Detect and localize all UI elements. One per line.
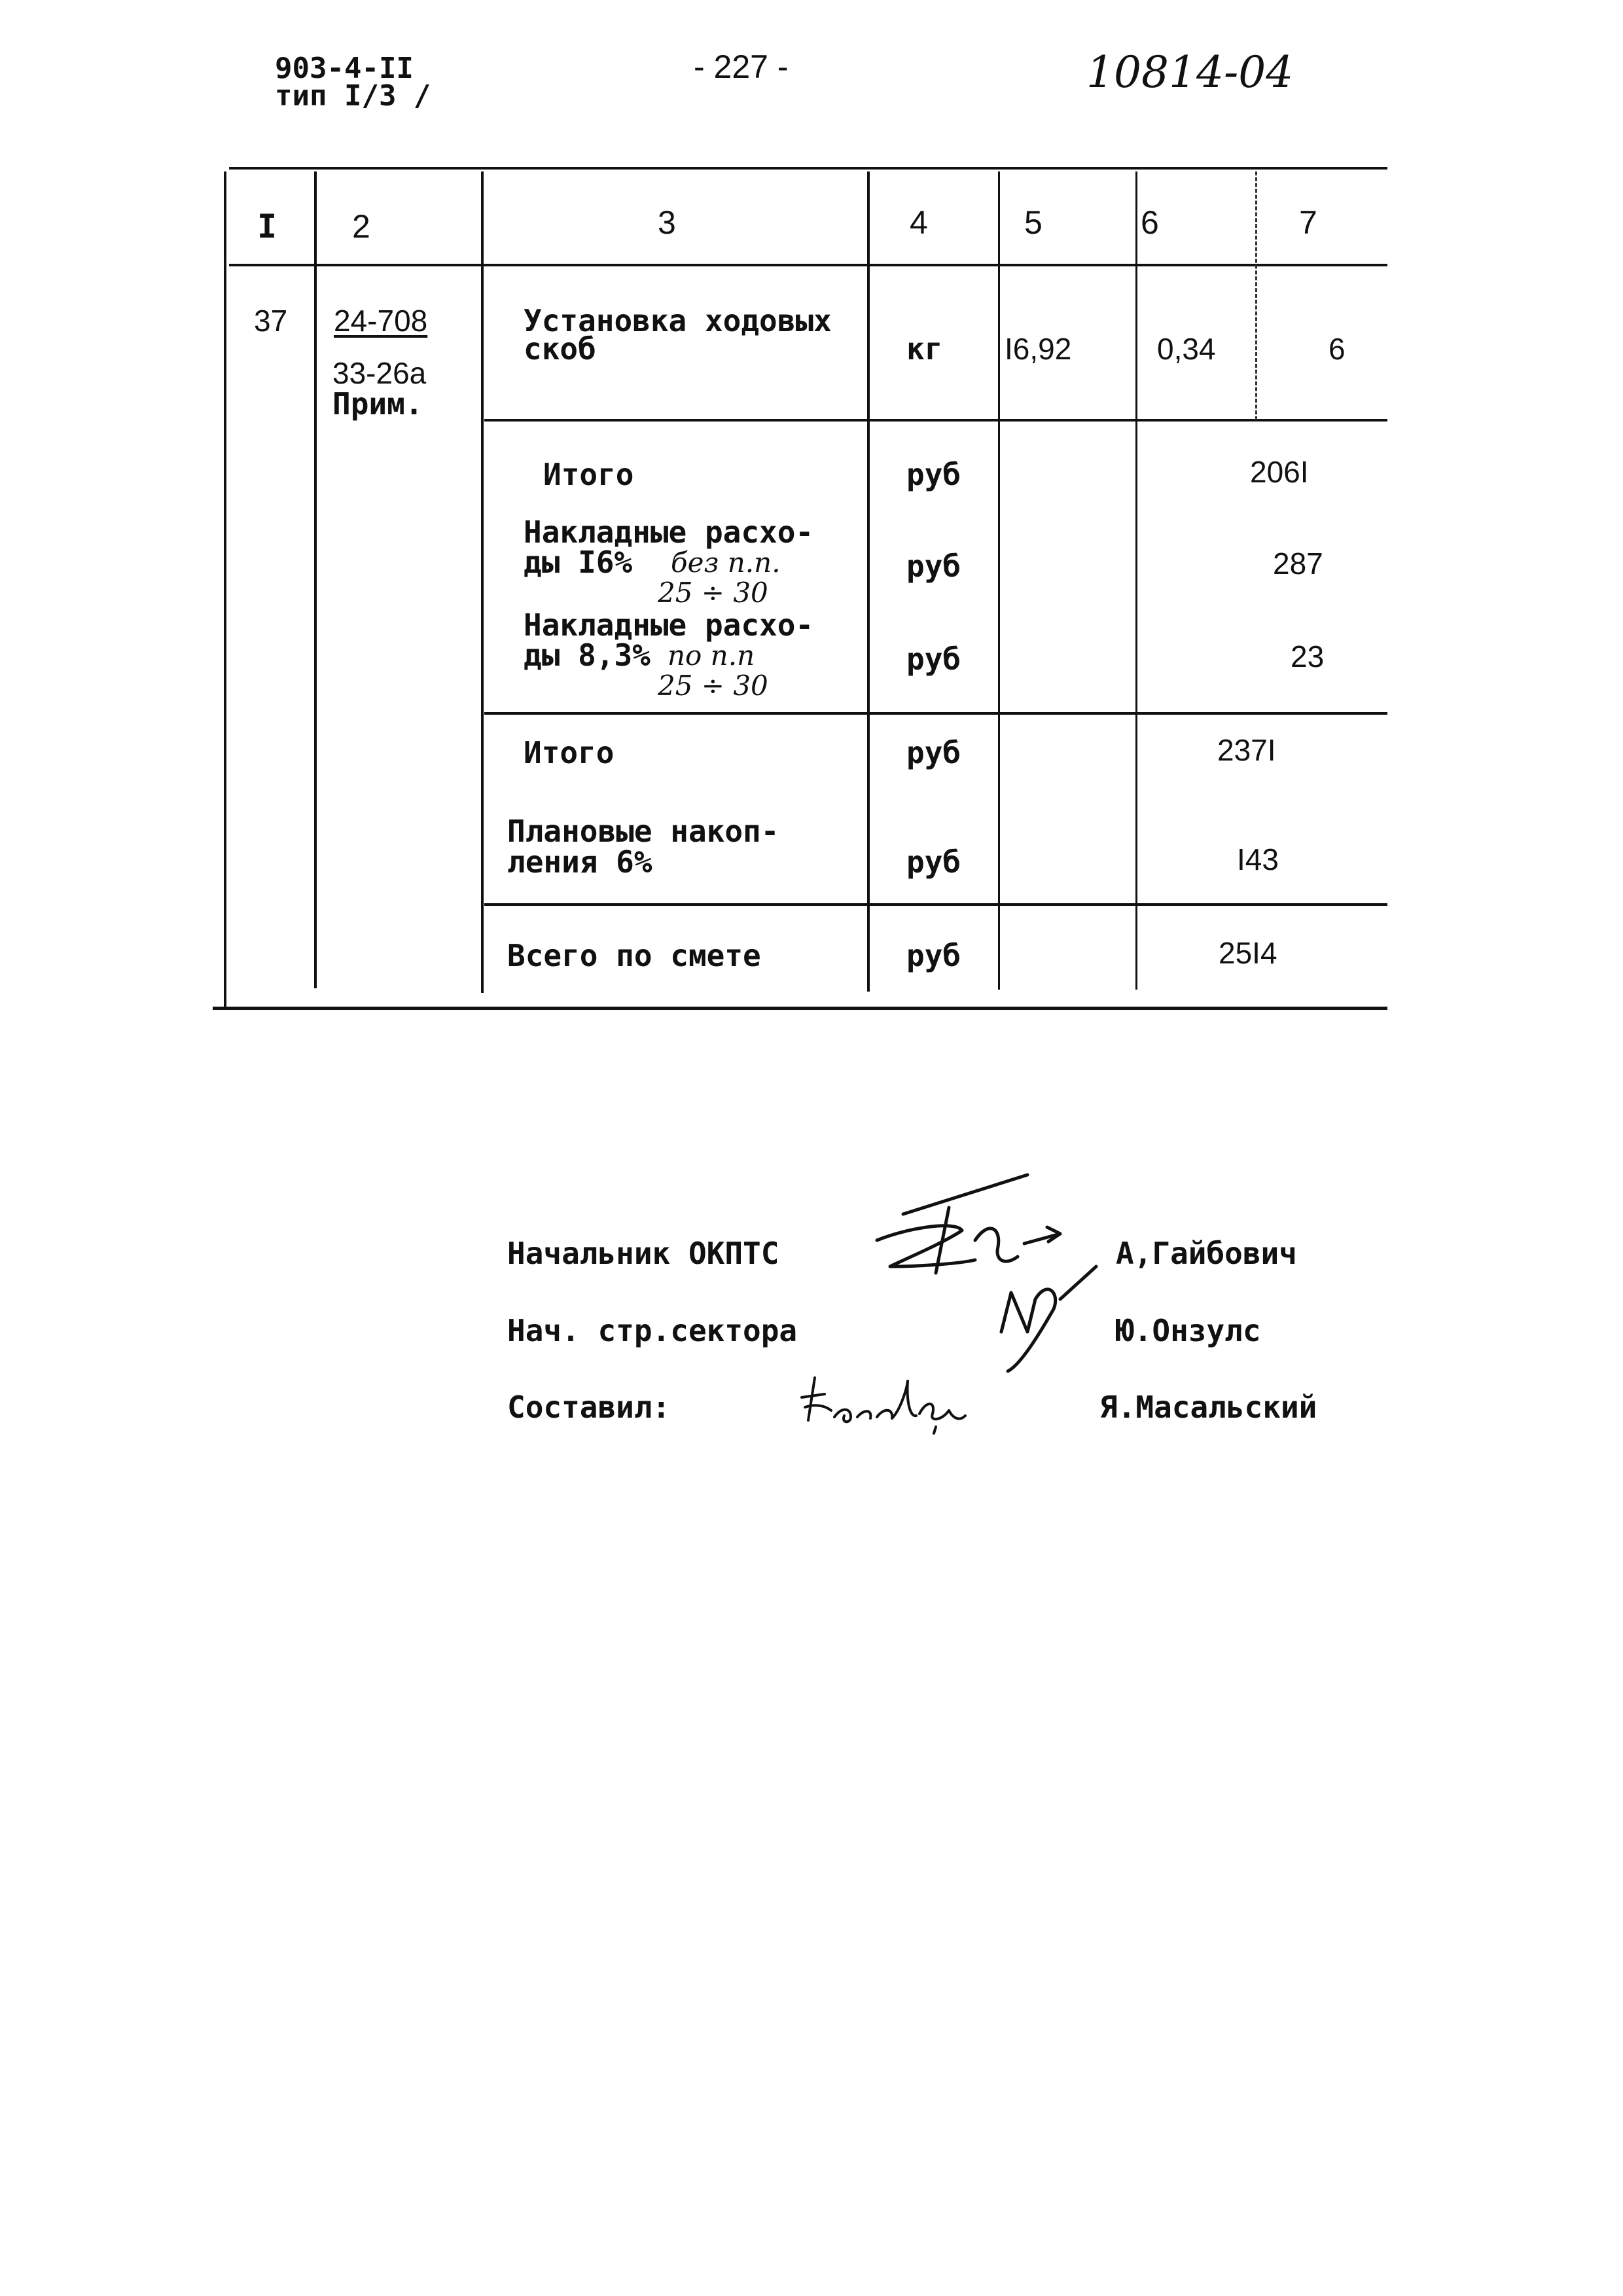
item-unit-price: 0,34: [1157, 332, 1216, 366]
overhead-label: Накладные расхо-: [524, 607, 814, 643]
table-bottom-border: [213, 1007, 1387, 1010]
overhead-handwritten-note: без п.п.: [671, 547, 781, 579]
subtotal-unit: руб: [906, 735, 961, 770]
item-quantity: I6,92: [1005, 332, 1072, 366]
column-divider: [867, 171, 870, 992]
overhead-handwritten-range: 25 ÷ 30: [658, 670, 768, 702]
item-unit: кг: [906, 331, 943, 367]
item-code: 24-708: [334, 304, 428, 338]
column-header: I: [257, 207, 277, 245]
grand-total-unit: руб: [906, 938, 961, 973]
header-separator: [229, 264, 1387, 266]
column-divider: [314, 171, 317, 988]
overhead-rate: ды 8,3%: [524, 637, 651, 673]
column-header: 2: [352, 208, 370, 245]
column-divider: [481, 171, 484, 993]
row-separator: [484, 712, 1387, 715]
overhead-unit: руб: [906, 641, 961, 677]
overhead-value: 287: [1273, 547, 1323, 581]
planned-savings-value: I43: [1237, 842, 1279, 876]
signer-name: А,Гайбович: [1116, 1236, 1297, 1271]
overhead-label: Накладные расхо-: [524, 514, 814, 550]
subtotal-value: 237I: [1217, 733, 1276, 767]
column-divider: [1255, 171, 1257, 420]
item-name-continued: скоб: [524, 331, 596, 367]
item-number: 37: [254, 304, 288, 338]
document-type: тип I/3 /: [275, 79, 431, 113]
row-separator: [484, 419, 1387, 422]
planned-savings-unit: руб: [906, 844, 961, 880]
signer-role: Начальник ОКПТС: [507, 1236, 779, 1271]
column-header: 6: [1141, 204, 1159, 241]
subtotal-value: 206I: [1250, 455, 1309, 489]
subtotal-unit: руб: [906, 457, 961, 492]
signature-scribble: [864, 1168, 1113, 1384]
table-top-border: [229, 167, 1387, 170]
item-code-note: Прим.: [332, 386, 423, 422]
signer-name: Ю.Онзулс: [1116, 1313, 1261, 1348]
column-divider: [998, 171, 1000, 990]
overhead-handwritten-note: по п.п: [668, 639, 755, 672]
signer-role: Нач. стр.сектора: [507, 1313, 798, 1348]
column-divider: [1135, 171, 1137, 990]
grand-total-label: Всего по смете: [507, 938, 761, 973]
subtotal-label: Итого: [524, 735, 615, 770]
grand-total-value: 25I4: [1219, 936, 1277, 970]
column-header: 4: [910, 204, 928, 241]
signer-role: Составил:: [507, 1390, 671, 1425]
table-left-border: [224, 171, 226, 1007]
planned-savings-label: Плановые накоп-: [507, 814, 779, 849]
signature-compiler: [795, 1365, 985, 1437]
row-separator: [484, 903, 1387, 906]
column-header: 7: [1299, 204, 1317, 241]
overhead-handwritten-range: 25 ÷ 30: [658, 577, 768, 609]
column-header: 5: [1024, 204, 1043, 241]
item-cost: 6: [1329, 332, 1346, 366]
planned-savings-rate: ления 6%: [507, 844, 652, 880]
item-name: Установка ходовых: [524, 303, 832, 338]
item-code-secondary: 33-26a: [332, 356, 427, 390]
overhead-rate: ды I6%: [524, 545, 633, 580]
page-number: - 227 -: [694, 48, 789, 85]
document-code: 903-4-II: [275, 52, 414, 85]
subtotal-label: Итого: [543, 457, 634, 492]
overhead-unit: руб: [906, 548, 961, 584]
column-header: 3: [658, 204, 676, 241]
signer-name: Я.Масальский: [1099, 1390, 1317, 1425]
overhead-value: 23: [1291, 639, 1325, 673]
archive-number: 10814-04: [1086, 47, 1294, 98]
